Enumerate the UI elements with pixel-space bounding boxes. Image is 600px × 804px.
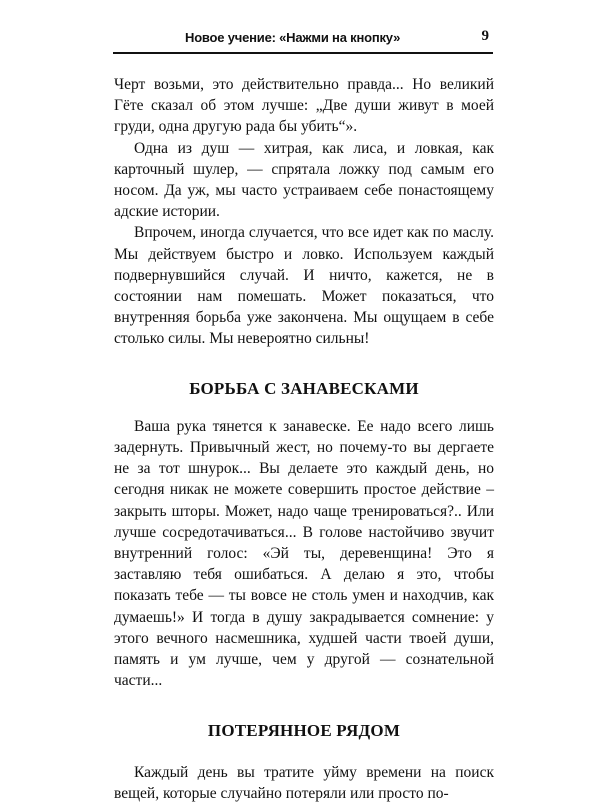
running-title: Новое учение: «Нажми на кнопку» bbox=[185, 30, 401, 45]
paragraph-intro-2: Одна из душ — хитрая, как лиса, и ловкая, как карточный шулер, — спрятала ложку под самым его носом. Да уж, мы часто устраиваем себе понастоящему адские истории. bbox=[114, 139, 494, 221]
running-header bbox=[113, 22, 493, 54]
paragraph-curtains: Ваша рука тянется к занавеске. Ее надо всего лишь задернуть. Привычный жест, но почему-то вы дергаете не за тот шнурок... Вы делаете это каждый день, но сегодня никак не можете совершить простое действие – закрыть шторы. Может, надо чаще тренироваться?.. Или лучше сосредотачиваться... В голове настойчиво звучит внутренний голос: «Эй ты, деревенщина! Это я заставляю тебя ошибаться. А делаю я это, чтобы показать тебе — ты вовсе не столь умен и находчив, как думаешь!» И тогда в душу закрадывается сомнение: у этого вечного насмешника, худшей части твоей души, память и ум лучше, чем у другой — сознательной части... bbox=[114, 417, 494, 690]
page-number: 9 bbox=[481, 28, 489, 44]
section-heading-curtains: БОРЬБА С ЗАНАВЕСКАМИ bbox=[189, 378, 419, 398]
page-body bbox=[114, 74, 494, 804]
paragraph-intro-3: Впрочем, иногда случается, что все идет как по маслу. Мы действуем быстро и ловко. Используем каждый подвернувшийся случай. И ничто, кажется, не в состоянии нам помешать. Может показаться, что внутренняя борьба уже закончена. Мы ощущаем в себе столько силы. Мы невероятно сильны! bbox=[114, 224, 494, 348]
paragraph-lost-nearby: Каждый день вы тратите уйму времени на поиск вещей, которые случайно потеряли или просто по- bbox=[114, 763, 494, 802]
paragraph-intro-1: Черт возьми, это действительно правда... Но великий Гёте сказал об этом лучше: „Две души живут в моей груди, одна другую рада бы убить“». bbox=[114, 76, 494, 136]
section-heading-lost-nearby: ПОТЕРЯННОЕ РЯДОМ bbox=[207, 721, 401, 741]
